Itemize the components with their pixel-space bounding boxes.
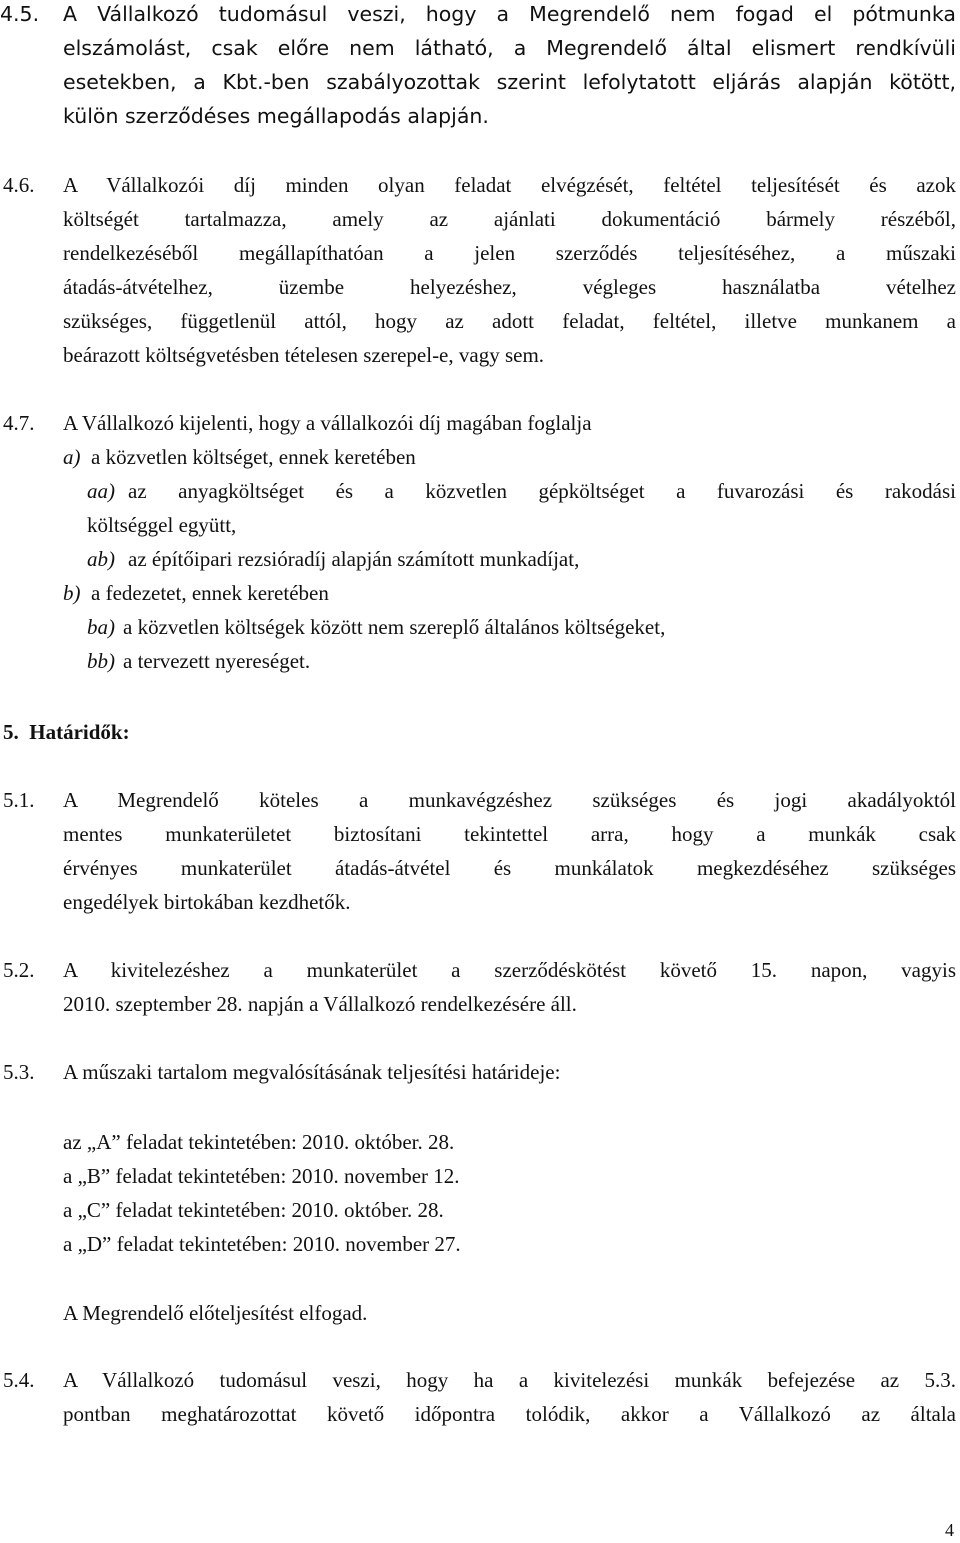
section-number: 5.1. [3, 788, 35, 812]
section-number: 4.6. [3, 173, 35, 197]
item-aa-text-cont: költséggel együtt, [87, 513, 237, 537]
deadline-c: a „C” feladat tekintetében: 2010. október. 28. [63, 1198, 444, 1222]
paragraph-line: pontban meghatározottat követő időpontra tolódik, akkor a Vállalkozó az általa [63, 1402, 956, 1426]
item-aa-text: az anyagköltséget és a közvetlen gépköltséget a fuvarozási és rakodási [128, 479, 956, 503]
deadline-a: az „A” feladat tekintetében: 2010. október. 28. [63, 1130, 455, 1154]
paragraph-line: elszámolást, csak előre nem látható, a Megrendelő által elismert rendkívüli [63, 36, 956, 60]
early-completion-note: A Megrendelő előteljesítést elfogad. [63, 1301, 368, 1325]
section-number: 5.2. [3, 958, 35, 982]
section-4-5 [0, 0, 960, 140]
item-b-label: b) [63, 581, 81, 605]
item-a-label: a) [63, 445, 81, 469]
section-5-4 [0, 1363, 960, 1433]
page-number: 4 [945, 1520, 954, 1540]
item-ba-label: ba) [87, 615, 115, 639]
paragraph-line: 2010. szeptember 28. napján a Vállalkozó rendelkezésére áll. [63, 992, 577, 1016]
paragraph-line: beárazott költségvetésben tételesen szerepel-e, vagy sem. [63, 343, 545, 367]
section-4-6 [0, 168, 960, 378]
section-5-heading: 5. Határidők: [3, 720, 130, 744]
paragraph-line: szükséges, függetlenül attól, hogy az adott feladat, feltétel, illetve munkanem a [63, 309, 956, 333]
item-aa-label: aa) [87, 479, 115, 503]
paragraph-line: A kivitelezéshez a munkaterület a szerződéskötést követő 15. napon, vagyis [63, 958, 956, 982]
section-5-1 [0, 783, 960, 923]
item-ab-label: ab) [87, 547, 115, 571]
paragraph-line: engedélyek birtokában kezdhetők. [63, 890, 351, 914]
deadline-d: a „D” feladat tekintetében: 2010. november 27. [63, 1232, 461, 1256]
item-ab-text: az építőipari rezsióradíj alapján számított munkadíjat, [128, 547, 580, 571]
section-number: 5.4. [3, 1368, 35, 1392]
item-bb-label: bb) [87, 649, 115, 673]
item-ba-text: a közvetlen költségek között nem szereplő általános költségeket, [123, 615, 666, 639]
paragraph-line: érvényes munkaterület átadás-átvétel és munkálatok megkezdéséhez szükséges [63, 856, 956, 880]
paragraph-line: A Vállalkozó tudomásul veszi, hogy ha a kivitelezési munkák befejezése az 5.3. [63, 1368, 956, 1392]
section-intro: A Vállalkozó kijelenti, hogy a vállalkozói díj magában foglalja [63, 411, 592, 435]
paragraph-line: A Vállalkozó tudomásul veszi, hogy a Megrendelő nem fogad el pótmunka [63, 2, 956, 26]
paragraph-line: költségét tartalmazza, amely az ajánlati dokumentáció bármely részéből, [63, 207, 956, 231]
paragraph-line: rendelkezéséből megállapíthatóan a jelen szerződés teljesítéséhez, a műszaki [63, 241, 956, 265]
section-number: 5.3. [3, 1060, 35, 1084]
paragraph-line: A Vállalkozói díj minden olyan feladat elvégzését, feltétel teljesítését és azok [63, 173, 956, 197]
item-a-text: a közvetlen költséget, ennek keretében [91, 445, 416, 469]
section-text: A műszaki tartalom megvalósításának teljesítési határideje: [63, 1060, 561, 1084]
section-5-3 [0, 1055, 960, 1330]
section-4-7 [0, 406, 960, 686]
paragraph-line: átadás-átvételhez, üzembe helyezéshez, végleges használatba vételhez [63, 275, 956, 299]
deadline-b: a „B” feladat tekintetében: 2010. november 12. [63, 1164, 460, 1188]
paragraph-line: esetekben, a Kbt.-ben szabályozottak szerint lefolytatott eljárás alapján kötött, [63, 70, 956, 94]
section-number: 4.7. [3, 411, 35, 435]
paragraph-line: A Megrendelő köteles a munkavégzéshez szükséges és jogi akadályoktól [63, 788, 956, 812]
item-b-text: a fedezetet, ennek keretében [91, 581, 329, 605]
paragraph-line: mentes munkaterületet biztosítani tekintettel arra, hogy a munkák csak [63, 822, 956, 846]
section-number: 4.5. [0, 2, 40, 26]
item-bb-text: a tervezett nyereséget. [123, 649, 311, 673]
paragraph-line: külön szerződéses megállapodás alapján. [63, 104, 489, 128]
section-5-2 [0, 953, 960, 1023]
